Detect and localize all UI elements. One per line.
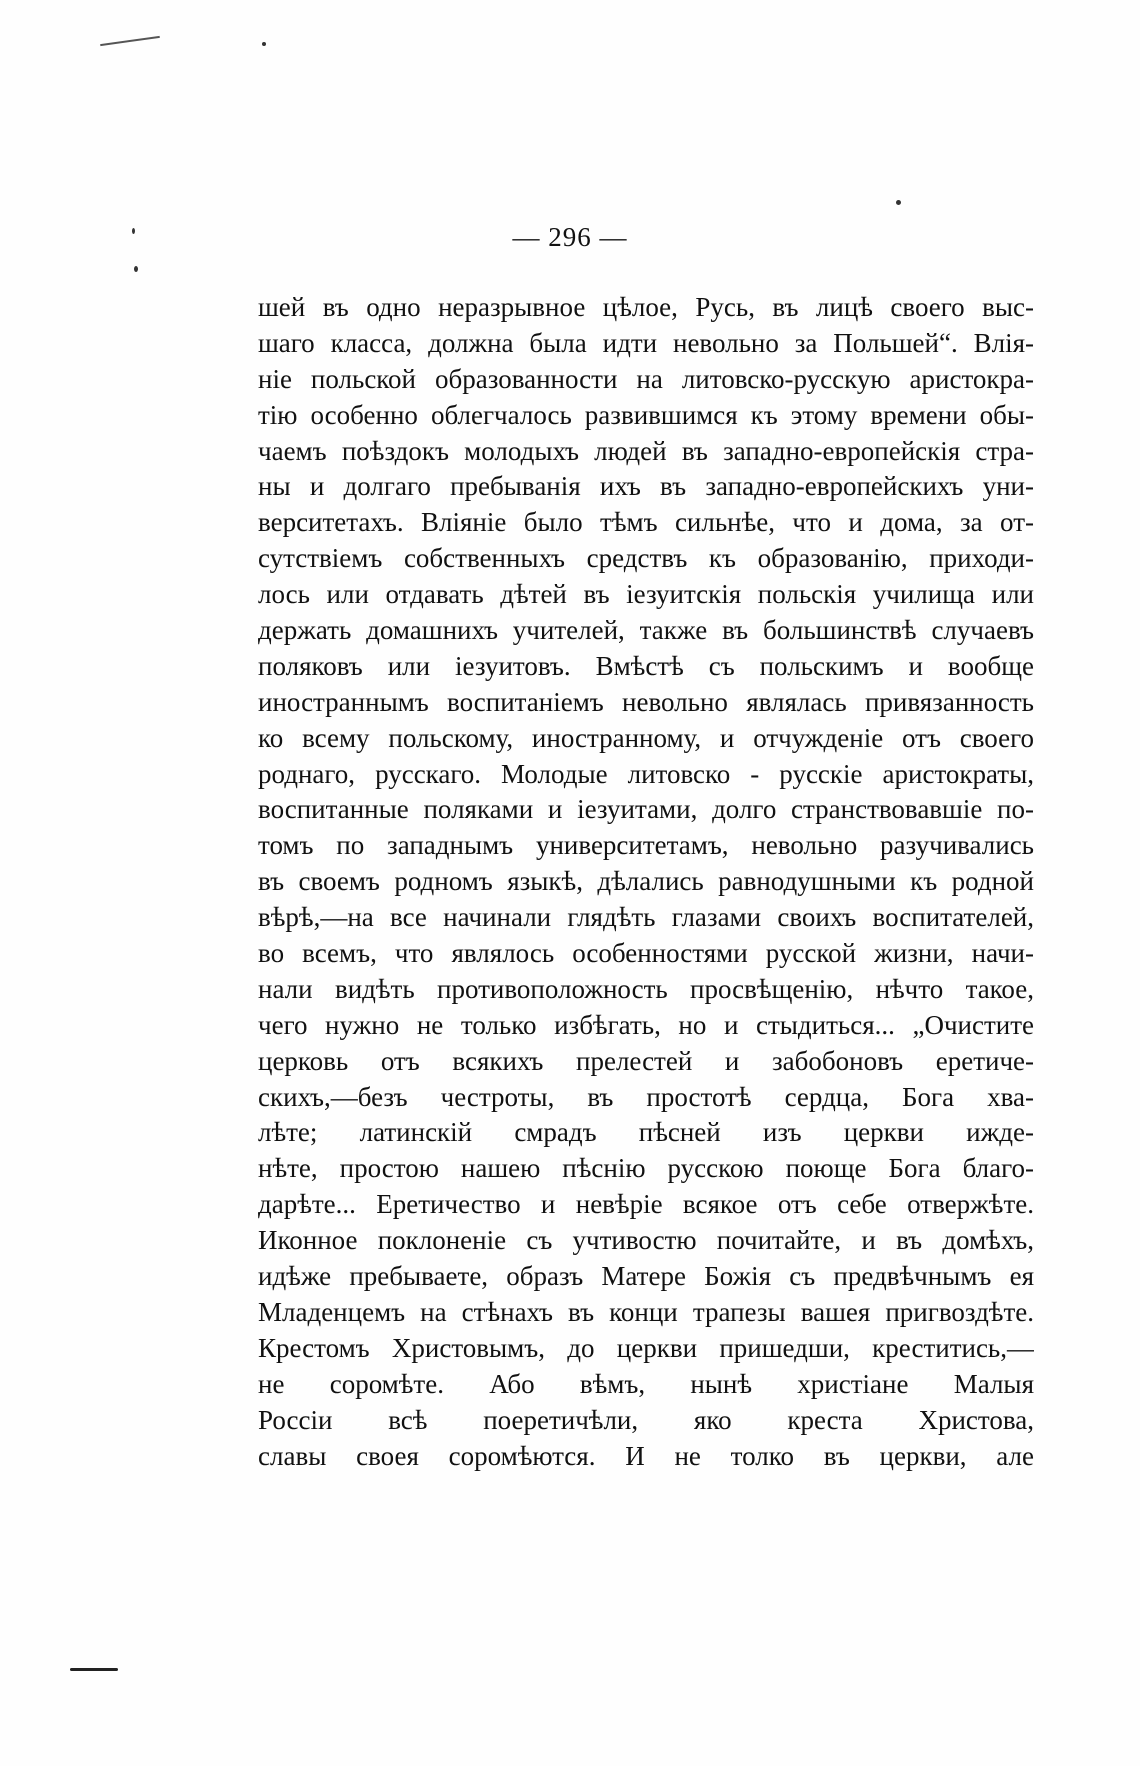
- text-line: нѣте, простою нашею пѣснію русскою поюще Бога благо-: [258, 1153, 1034, 1184]
- text-line: дарѣте... Еретичество и невѣріе всякое отъ себе отвержѣте.: [258, 1189, 1034, 1220]
- text-line: нали видѣть противоположность просвѣщенію, нѣчто такое,: [258, 973, 1034, 1004]
- scan-mark-bottom-left: [70, 1668, 118, 1671]
- text-line: лось или отдавать дѣтей въ іезуитскія польскія училища или: [258, 579, 1034, 610]
- text-line: лѣте; латинскій смрадъ пѣсней изъ церкви иждe-: [258, 1117, 1034, 1148]
- text-line: чаемъ поѣздокъ молодыхъ людей въ западно-европейскія стра-: [258, 435, 1034, 466]
- text-line: роднаго, русскаго. Молодые литовско - русскіе аристократы,: [258, 758, 1034, 789]
- text-line: въ своемъ родномъ языкѣ, дѣлались равнодушными къ родной: [258, 866, 1034, 897]
- text-line: ко всему польскому, иностранному, и отчужденіе отъ своего: [258, 722, 1034, 753]
- page-number: — 296 —: [512, 222, 628, 252]
- text-line: не соромѣте. Або вѣмъ, нынѣ христіане Малыя: [258, 1368, 1034, 1399]
- text-line: ніе польской образованности на литовско-русскую аристокра-: [258, 363, 1034, 394]
- text-line: иностраннымъ воспитаніемъ невольно являлась привязанность: [258, 686, 1034, 717]
- text-line: церковь отъ всякихъ прелестей и забобоновъ еретиче-: [258, 1045, 1034, 1076]
- text-line: чего нужно не только избѣгать, но и стыдиться... „Очистите: [258, 1009, 1034, 1040]
- text-line: во всемъ, что являлось особенностями русской жизни, начи-: [258, 938, 1034, 969]
- text-line: идѣже пребываете, образъ Матере Божія съ предвѣчнымъ ея: [258, 1261, 1034, 1292]
- text-line: воспитанные поляками и іезуитами, долго странствовавшіе по-: [258, 794, 1034, 825]
- text-line: Россіи всѣ поеретичѣли, яко креста Христова,: [258, 1404, 1034, 1435]
- text-line: шей въ одно неразрывное цѣлое, Русь, въ лицѣ своего выс-: [258, 292, 1034, 322]
- text-line: скихъ,—безъ честроты, въ простотѣ сердца, Бога хва-: [258, 1081, 1034, 1112]
- text-line: Крестомъ Христовымъ, до церкви пришедши, креститись,—: [258, 1332, 1034, 1363]
- text-line: Иконное поклоненіе съ учтивостю почитайте, и въ домѣхъ,: [258, 1225, 1034, 1256]
- scan-mark-top-left: [100, 36, 160, 46]
- text-line: томъ по западнымъ университетамъ, невольно разучивались: [258, 830, 1034, 861]
- text-line: шаго класса, должна была идти невольно за Польшей“. Влія-: [258, 327, 1034, 358]
- text-line: славы своея соромѣются. И не толко въ церкви, але: [258, 1440, 1034, 1471]
- text-line: держать домашнихъ учителей, также въ большинствѣ случаевъ: [258, 615, 1034, 646]
- scan-speck: [896, 200, 901, 205]
- scan-speck: [134, 266, 138, 272]
- text-line: верситетахъ. Вліяніе было тѣмъ сильнѣе, что и дома, за от-: [258, 507, 1034, 538]
- body-text: [258, 290, 1034, 1474]
- text-line: сутствіемъ собственныхъ средствъ къ образованію, приходи-: [258, 543, 1034, 574]
- text-line: Младенцемъ на стѣнахъ въ конци трапезы вашея пригвоздѣте.: [258, 1296, 1034, 1327]
- text-line: поляковъ или іезуитовъ. Вмѣстѣ съ польскимъ и вообще: [258, 650, 1034, 681]
- text-line: вѣрѣ,—на все начинали глядѣть глазами своихъ воспитателей,: [258, 902, 1034, 933]
- scan-speck: [262, 42, 266, 46]
- text-line: ны и долгаго пребыванія ихъ въ западно-европейскихъ уни-: [258, 471, 1034, 502]
- text-line: тію особенно облегчалось развившимся къ этому времени обы-: [258, 399, 1034, 430]
